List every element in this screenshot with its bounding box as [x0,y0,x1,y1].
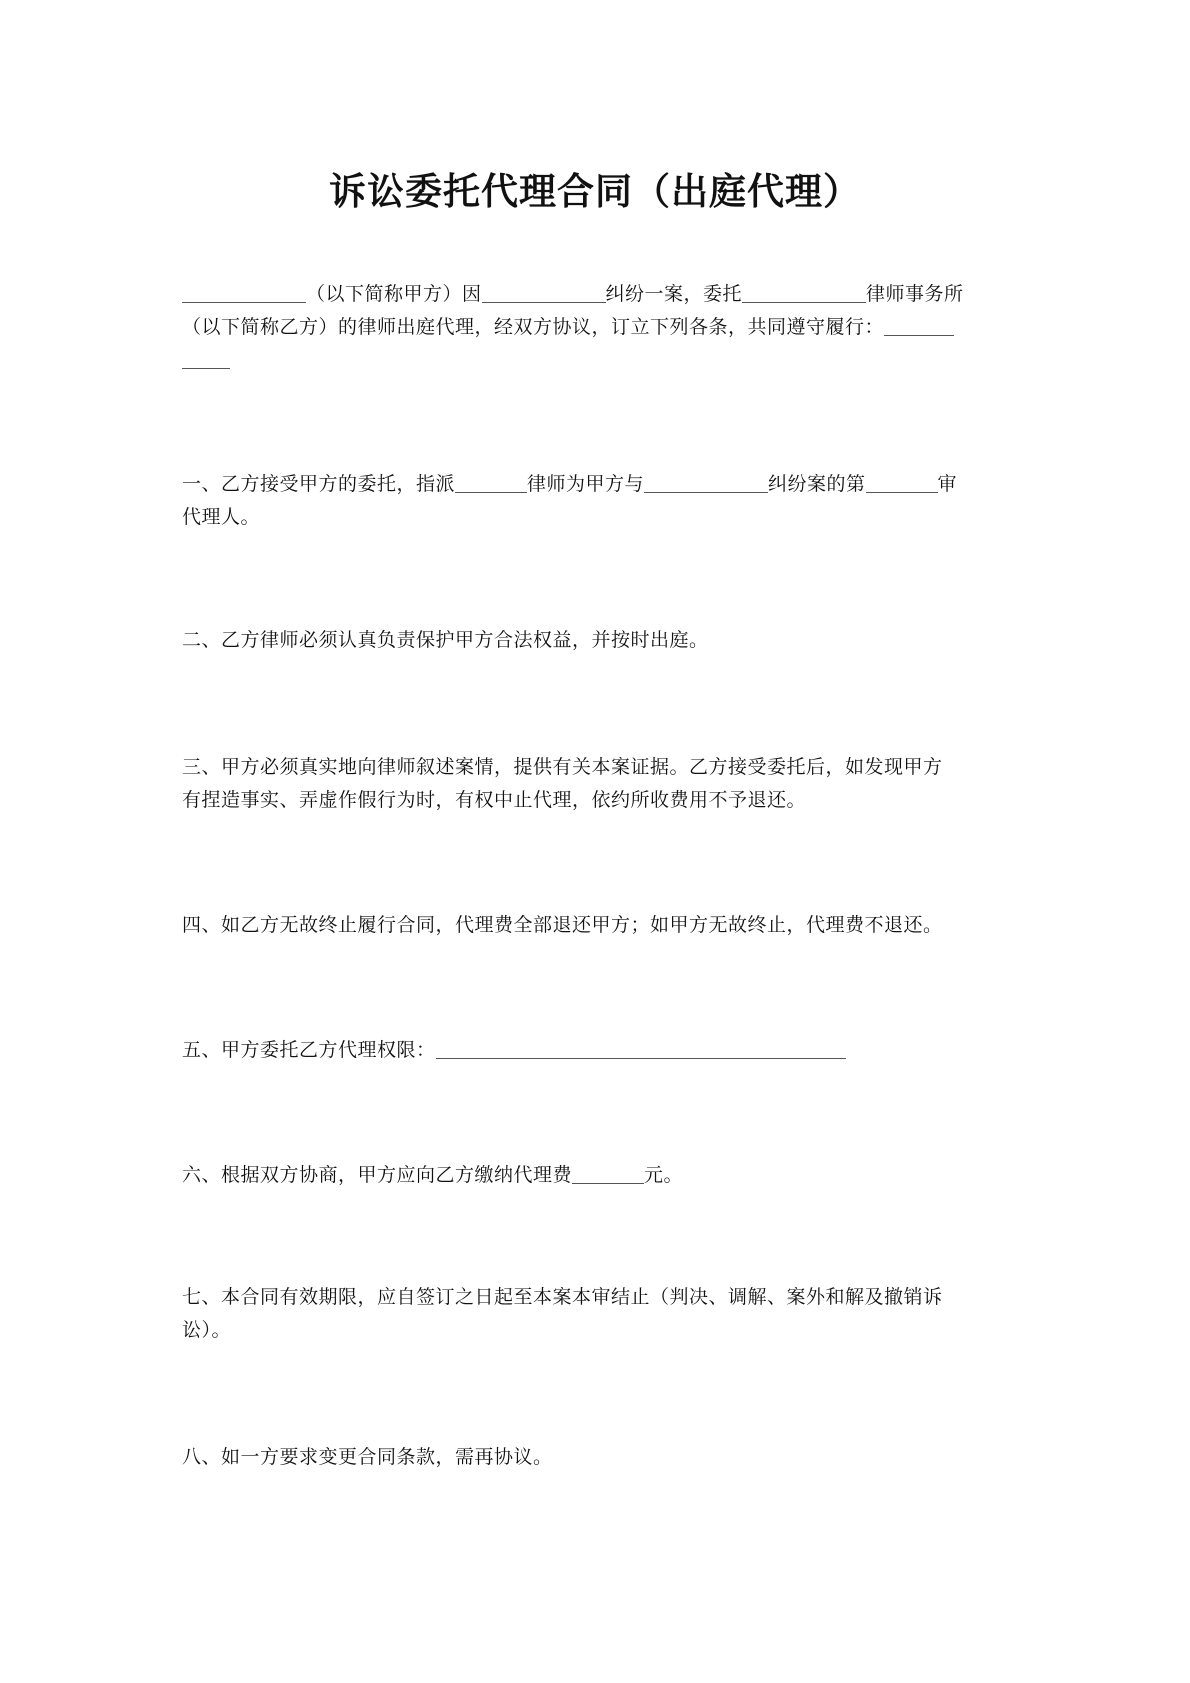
preamble-text: 纠纷一案，委托 [605,283,743,305]
blank-agency-authority[interactable] [436,1038,846,1059]
clause-8 [182,1441,1018,1474]
blank-party-a[interactable] [182,282,306,303]
clause-text: 三、甲方必须真实地向律师叙述案情，提供有关本案证据。乙方接受委托后，如发现甲方 [182,756,943,778]
clause-text: 元。 [644,1164,684,1186]
blank-trial-level[interactable] [866,472,938,493]
clause-3 [182,751,1018,817]
blank-preamble-tail[interactable] [884,315,954,336]
clause-text: 四、如乙方无故终止履行合同，代理费全部退还甲方；如甲方无故终止，代理费不退还。 [182,914,943,936]
clause-text: 二、乙方律师必须认真负责保护甲方合法权益，并按时出庭。 [182,629,709,651]
clause-text: 一、乙方接受甲方的委托，指派 [182,473,456,495]
clause-text: 八、如一方要求变更合同条款，需再协议。 [182,1446,553,1468]
preamble-text: （以下简称甲方）因 [306,283,482,305]
blank-dispute-case[interactable] [644,472,768,493]
clause-text: 讼）。 [182,1319,232,1341]
clause-text: 代理人。 [182,506,261,528]
clause-text: 审 [937,473,958,495]
clause-text: 七、本合同有效期限，应自签订之日起至本案本审结止（判决、调解、案外和解及撤销诉 [182,1286,943,1308]
clause-text: 五、甲方委托乙方代理权限： [182,1039,436,1061]
blank-dispute[interactable] [482,282,606,303]
blank-fee-amount[interactable] [572,1163,644,1184]
blank-law-firm[interactable] [742,282,866,303]
clause-text: 律师为甲方与 [527,473,645,495]
preamble-text: 律师事务所 [866,283,964,305]
clause-1 [182,468,1018,534]
document-title: 诉讼委托代理合同（出庭代理） [329,170,861,213]
blank-lawyer-name[interactable] [455,472,527,493]
clause-7 [182,1281,1018,1347]
clause-2 [182,624,1018,657]
blank-preamble-tail-continued[interactable] [182,348,230,369]
clause-text: 有捏造事实、弄虚作假行为时，有权中止代理，依约所收费用不予退还。 [182,789,807,811]
preamble-text: （以下简称乙方）的律师出庭代理，经双方协议，订立下列各条，共同遵守履行： [182,316,885,338]
preamble [182,278,1018,377]
clause-5 [182,1034,1018,1067]
clause-text: 纠纷案的第 [768,473,866,495]
clause-text: 六、根据双方协商，甲方应向乙方缴纳代理费 [182,1164,573,1186]
clause-6 [182,1159,1018,1192]
clause-4 [182,909,1018,942]
